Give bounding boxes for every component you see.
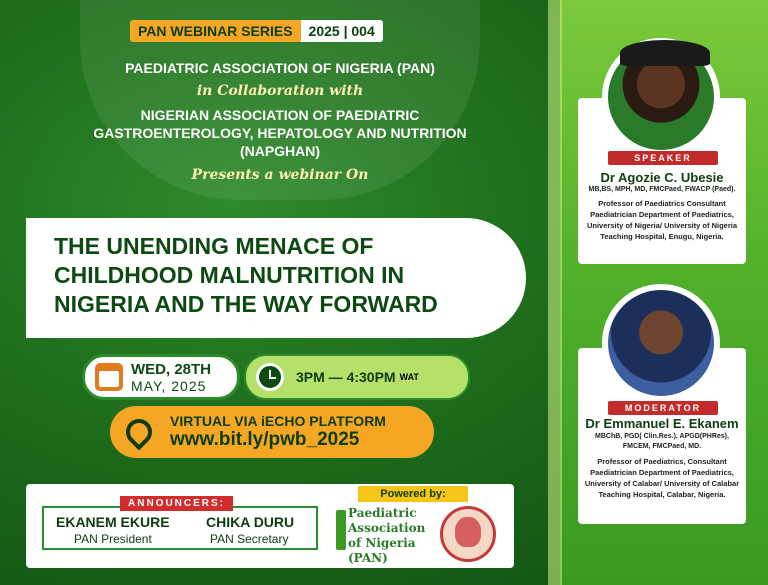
- location-pin-icon: [121, 414, 158, 451]
- speaker-qualifications: MB,BS, MPH, MD, FMCPaed, FWACP (Paed).: [588, 186, 736, 193]
- presents-text: Presents a webinar On: [191, 167, 369, 183]
- announcer-name: CHIKA DURU: [206, 514, 295, 530]
- moderator-name: Dr Emmanuel E. Ekanem: [585, 416, 739, 431]
- speaker-bio: Professor of Paediatrics Consultant Paediatrician Department of Paediatrics, University of Nigeria/ University of Nigeria Teaching Hospital, Enugu, Nigeria.: [586, 199, 738, 241]
- divider-stripe: [548, 0, 562, 585]
- speaker-tag: SPEAKER: [608, 151, 718, 165]
- moderator-qualifications: MBChB, PGD( Clin.Res.), APGD(PHRes), FMCEM, FMCPaed, MD.: [595, 433, 729, 450]
- webinar-title: THE UNENDING MENACE OF CHILDHOOD MALNUTRITION IN NIGERIA AND THE WAY FORWARD: [54, 233, 438, 317]
- series-label: PAN WEBINAR SERIES: [130, 20, 301, 42]
- venue-url-link[interactable]: www.bit.ly/pwb_2025: [170, 429, 360, 450]
- time-zone: WAT: [399, 372, 419, 382]
- moderator-tag: MODERATOR: [608, 401, 718, 415]
- date-day: WED, 28TH: [131, 360, 212, 378]
- time-pill: [244, 354, 470, 400]
- collaboration-text: in Collaboration with: [196, 83, 364, 99]
- powered-by-label: Powered by:: [358, 486, 468, 502]
- pan-logo-icon: [336, 510, 346, 550]
- calendar-icon: [95, 363, 123, 391]
- series-number: 2025 | 004: [301, 20, 383, 42]
- series-badge: [130, 20, 383, 42]
- date-month: MAY, 2025: [131, 377, 207, 394]
- speaker-name: Dr Agozie C. Ubesie: [600, 170, 724, 185]
- moderator-photo: [602, 284, 720, 402]
- venue-pill[interactable]: [110, 406, 434, 458]
- announcers-label: ANNOUNCERS:: [120, 496, 233, 511]
- announcer-name: EKANEM EKURE: [56, 514, 170, 530]
- pan-logo-text: Paediatric Association of Nigeria (PAN): [348, 506, 426, 565]
- partner-organization: NIGERIAN ASSOCIATION OF PAEDIATRIC GASTROENTEROLOGY, HEPATOLOGY AND NUTRITION (NAPGHAN): [93, 107, 467, 159]
- time-range: 3PM — 4:30PM: [296, 369, 396, 385]
- announcer-role: PAN Secretary: [210, 532, 289, 546]
- academic-cap-icon: [620, 40, 710, 66]
- moderator-bio: Professor of Paediatrics, Consultant Paediatrician Department of Paediatrics, University of Calabar/ University of Calabar Teaching Hospital, Calabar, Nigeria.: [584, 457, 740, 499]
- host-organization: PAEDIATRIC ASSOCIATION OF NIGERIA (PAN): [125, 60, 435, 76]
- clock-icon: [256, 363, 284, 391]
- napghan-logo: [440, 506, 496, 562]
- announcer-role: PAN President: [74, 532, 152, 546]
- venue-platform: VIRTUAL VIA iECHO PLATFORM: [170, 413, 386, 429]
- date-pill: [82, 354, 240, 400]
